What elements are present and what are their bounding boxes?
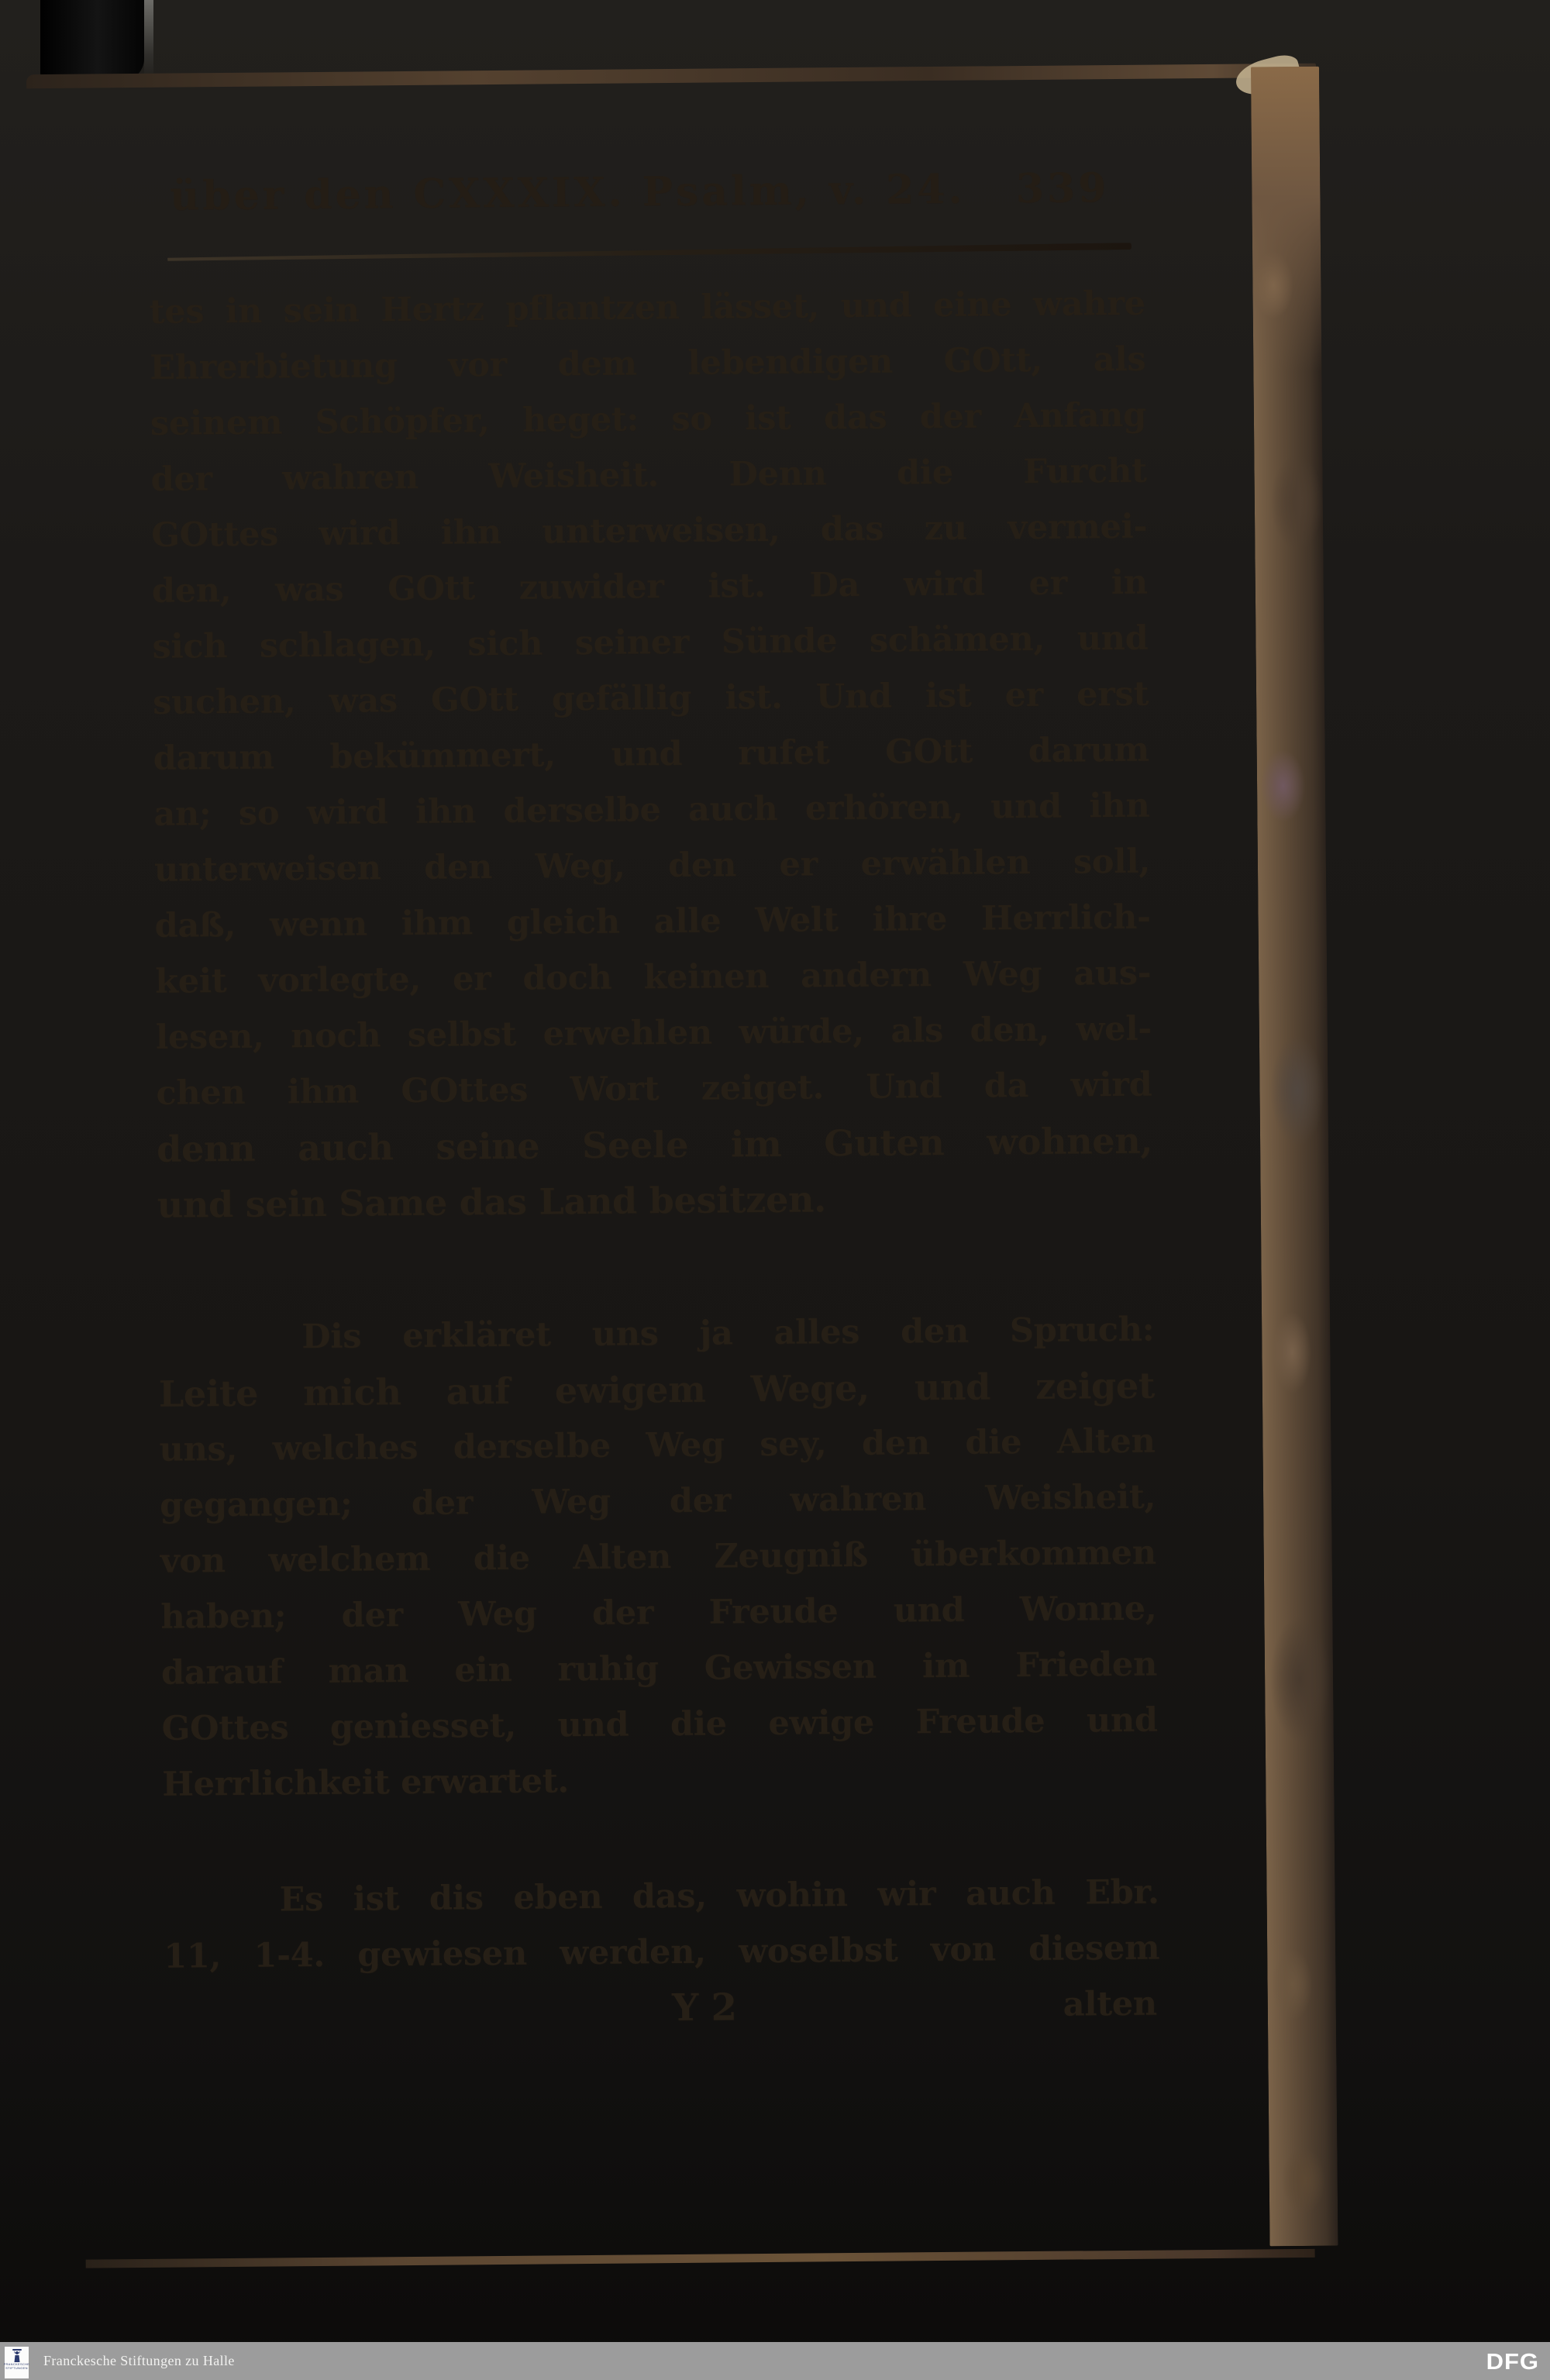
- binding-clamp: [40, 0, 144, 81]
- signature-mark: Y 2: [671, 1986, 737, 2030]
- text-line: von welchem die Alten Zeugniß überkommen: [160, 1533, 1156, 1581]
- text-line: unterweisen den Weg, den er erwählen soll,: [153, 842, 1151, 890]
- text-line: Dis erkläret uns ja alles den Spruch:: [301, 1310, 1155, 1357]
- text-line: haben; der Weg der Freude und Wonne,: [160, 1589, 1157, 1637]
- text-line: gegangen; der Weg der wahren Weisheit,: [159, 1477, 1156, 1525]
- text-line: an; so wird ihn derselbe auch erhören, und ihn: [153, 786, 1150, 834]
- dfg-logo: DFG: [1486, 2349, 1539, 2375]
- text-line: GOttes wird ihn unterweisen, das zu vermei-: [150, 507, 1148, 555]
- logo-text: STIFTUNGEN: [5, 2366, 28, 2370]
- book-page: [0, 74, 1276, 2261]
- text-line: uns, welches derselbe Weg sey, den die Alten: [159, 1421, 1156, 1469]
- text-line: suchen, was GOtt gefällig ist. Und ist er erst: [152, 674, 1149, 722]
- text-line: den, was GOtt zuwider ist. Da wird er in: [151, 563, 1148, 611]
- text-line: darum bekümmert, und rufet GOtt darum: [153, 730, 1149, 778]
- text-line: lesen, noch selbst erwehlen würde, als den, wel-: [155, 1009, 1152, 1057]
- running-head: [148, 163, 1149, 222]
- text-line: Es ist dis eben das, wohin wir auch Ebr.: [279, 1872, 1159, 1920]
- paragraph: [149, 276, 1153, 1233]
- text-line: GOttes geniesset, und die ewige Freude und: [161, 1700, 1158, 1748]
- text-line: seinem Schöpfer, heget: so ist das der Anfang: [150, 395, 1147, 443]
- book: [0, 63, 1383, 2291]
- header-rule: [167, 243, 1132, 262]
- logo-text: FRANCKESCHE: [3, 2362, 30, 2366]
- text-line: der wahren Weisheit. Denn die Furcht: [150, 451, 1147, 499]
- text-line: tes in sein Hertz pflantzen lässet, und eine wahre: [149, 284, 1145, 332]
- text-line: 11, 1-4. gewiesen werden, woselbst von diesem: [163, 1928, 1160, 1976]
- text-line: keit vorlegte, er doch keinen andern Weg aus-: [155, 953, 1152, 1001]
- page-number: 339: [1015, 164, 1110, 213]
- text-block: [149, 276, 1160, 2041]
- institution-name: Franckesche Stiftungen zu Halle: [43, 2352, 235, 2368]
- catchword: alten: [1063, 1984, 1157, 2024]
- text-line: und sein Same das Land besitzen.: [157, 1178, 827, 1226]
- clamp-highlight: [144, 0, 153, 79]
- text-line: daß, wenn ihm gleich alle Welt ihre Herrlich-: [154, 897, 1151, 945]
- text-line: sich schlagen, sich seiner Sünde schämen, und: [152, 618, 1149, 666]
- paragraph: [163, 1865, 1160, 2041]
- franckesche-figure-icon: [12, 2349, 22, 2362]
- text-line: darauf man ein ruhig Gewissen im Frieden: [160, 1645, 1158, 1693]
- signature-line: [164, 1976, 1161, 2041]
- text-line: Herrlichkeit erwartet.: [162, 1762, 570, 1804]
- text-line: chen ihm GOttes Wort zeiget. Und da wird: [156, 1065, 1152, 1113]
- franckesche-logo: [5, 2347, 29, 2378]
- running-title: über den CXXXIX. Psalm, v. 24.: [170, 165, 966, 220]
- institution-bar: [0, 2342, 1550, 2380]
- text-line: Leite mich auf ewigem Wege, und zeiget: [158, 1364, 1156, 1415]
- text-line: Ehrerbietung vor dem lebendigen GOtt, als: [150, 339, 1146, 387]
- paragraph: [158, 1302, 1159, 1813]
- text-line: denn auch seine Seele im Guten wohnen,: [156, 1119, 1153, 1170]
